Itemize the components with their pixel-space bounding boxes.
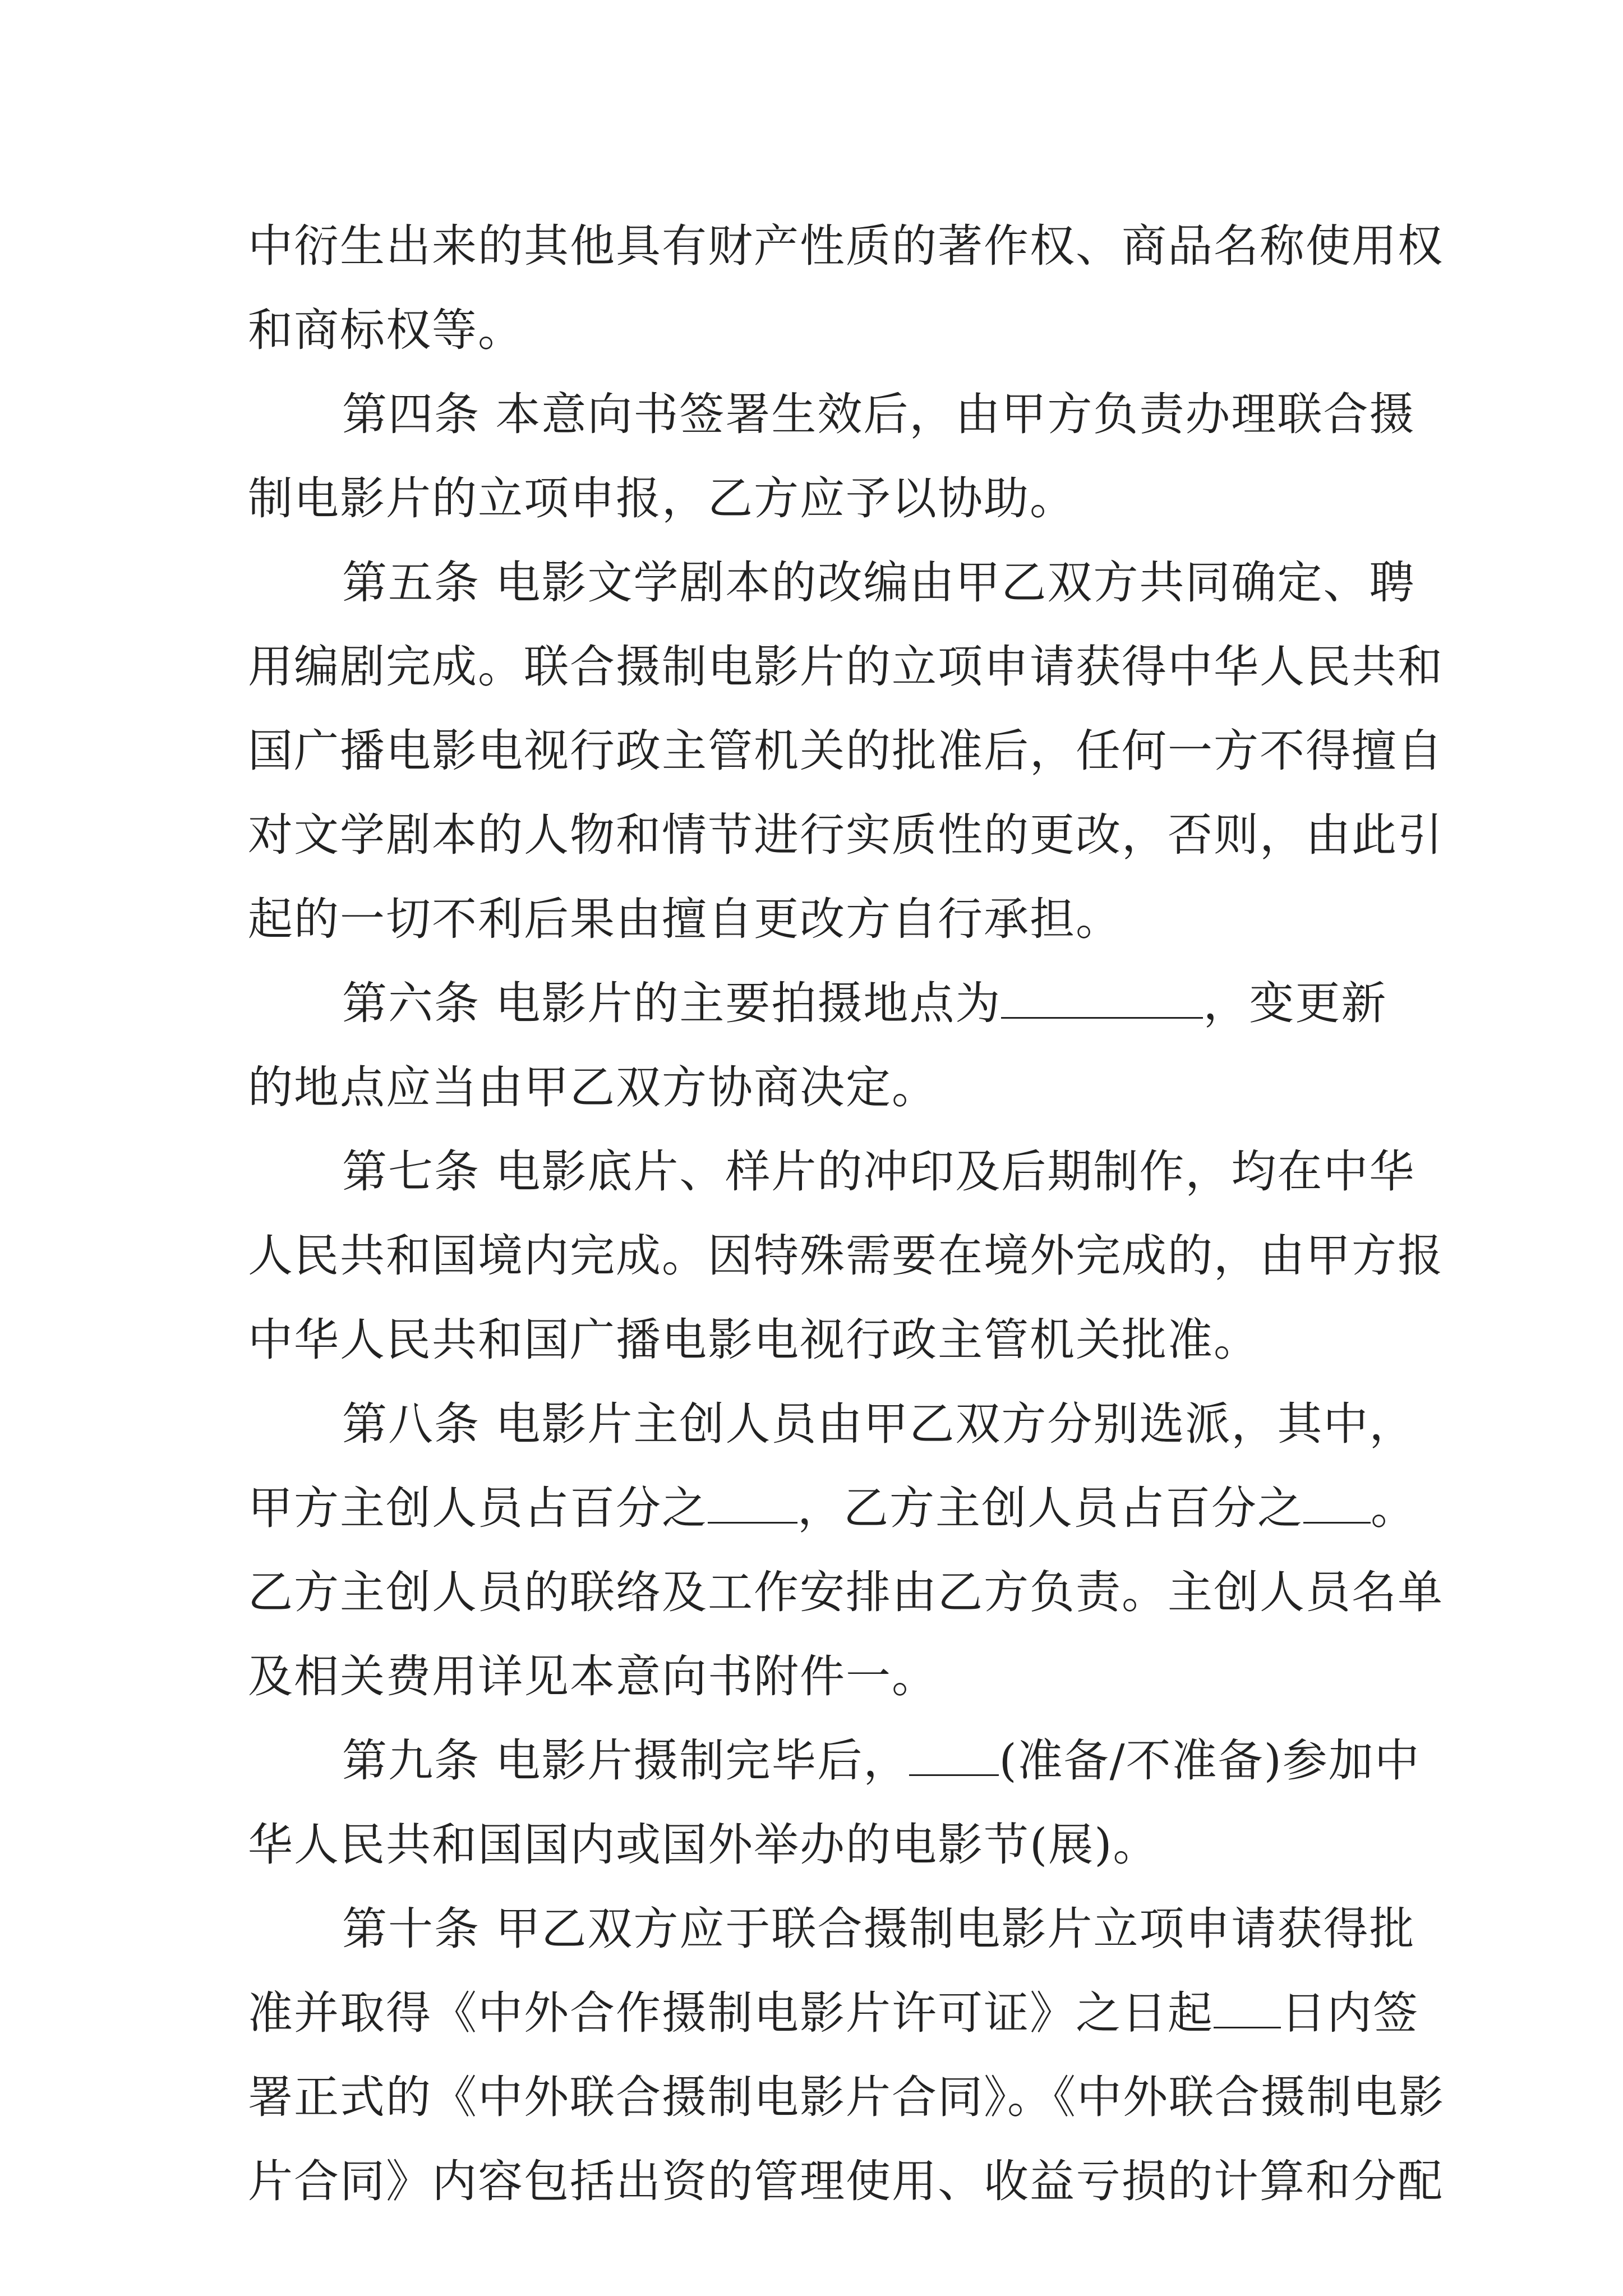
text-line: 第七条 电影底片、样片的冲印及后期制作，均在中华 (342, 1145, 1415, 1198)
text-line: 及相关费用详见本意向书附件一。 (248, 1650, 938, 1703)
text-line (248, 1719, 1421, 1803)
fill-in-blank-location[interactable] (1001, 978, 1203, 1019)
text-line: 制电影片的立项申报，乙方应予以协助。 (248, 472, 1076, 524)
fill-in-blank-festival-choice[interactable] (909, 1735, 999, 1776)
text-line: 乙方主创人员的联络及工作安排由乙方负责。主创人员名单 (248, 1566, 1444, 1618)
text-line (248, 961, 1386, 1046)
text-segment: ，变更新 (1203, 977, 1387, 1029)
paragraph-article-4 (248, 372, 1415, 541)
text-segment: 甲方主创人员占百分之 (248, 1482, 708, 1534)
text-segment: 。 (1371, 1482, 1417, 1534)
text-segment: 日内签 (1281, 1987, 1419, 2039)
text-line: 国广播电影电视行政主管机关的批准后，任何一方不得擅自 (248, 725, 1444, 777)
text-line: 中华人民共和国广播电影电视行政主管机关批准。 (248, 1314, 1260, 1366)
text-segment: 第六条 电影片的主要拍摄地点为 (342, 977, 1002, 1029)
text-line (248, 1466, 1417, 1550)
fill-in-blank-party-b-percentage[interactable] (1303, 1483, 1371, 1524)
text-line: 片合同》内容包括出资的管理使用、收益亏损的计算和分配 (248, 2155, 1444, 2207)
text-segment: 第九条 电影片摄制完毕后， (342, 1734, 910, 1787)
text-line: 和商标权等。 (248, 304, 524, 356)
paragraph-article-8 (248, 1382, 1444, 1719)
text-line: 起的一切不利后果由擅自更改方自行承担。 (248, 893, 1122, 945)
text-line: 对文学剧本的人物和情节进行实质性的更改，否则，由此引 (248, 809, 1444, 861)
text-line: 第十条 甲乙双方应于联合摄制电影片立项申请获得批 (342, 1903, 1415, 1955)
text-line: 用编剧完成。联合摄制电影片的立项申请获得中华人民共和 (248, 641, 1444, 693)
paragraph-article-3-tail (248, 204, 1444, 372)
text-line: 华人民共和国国内或国外举办的电影节(展)。 (248, 1819, 1159, 1871)
fill-in-blank-days[interactable] (1214, 1987, 1281, 2028)
text-line: 署正式的《中外联合摄制电影片合同》。《中外联合摄制电影 (248, 2071, 1445, 2123)
fill-in-blank-party-a-percentage[interactable] (708, 1483, 797, 1524)
text-line (248, 1971, 1419, 2055)
text-line: 的地点应当由甲乙双方协商决定。 (248, 1061, 938, 1114)
text-line: 第八条 电影片主创人员由甲乙双方分别选派，其中， (342, 1398, 1415, 1450)
text-segment: (准备/不准备)参加中 (999, 1734, 1421, 1787)
text-line: 人民共和国境内完成。因特殊需要在境外完成的，由甲方报 (248, 1230, 1444, 1282)
document-body (248, 204, 1445, 2224)
text-line: 中衍生出来的其他具有财产性质的著作权、商品名称使用权 (248, 220, 1444, 272)
paragraph-article-9 (248, 1719, 1421, 1887)
paragraph-article-10 (248, 1887, 1445, 2224)
text-segment: ，乙方主创人员占百分之 (797, 1482, 1303, 1534)
text-line: 第四条 本意向书签署生效后，由甲方负责办理联合摄 (342, 388, 1415, 440)
paragraph-article-7 (248, 1130, 1444, 1382)
paragraph-article-6 (248, 961, 1386, 1130)
text-line: 第五条 电影文学剧本的改编由甲乙双方共同确定、聘 (342, 556, 1415, 609)
text-segment: 准并取得《中外合作摄制电影片许可证》之日起 (248, 1987, 1214, 2039)
paragraph-article-5 (248, 541, 1444, 961)
